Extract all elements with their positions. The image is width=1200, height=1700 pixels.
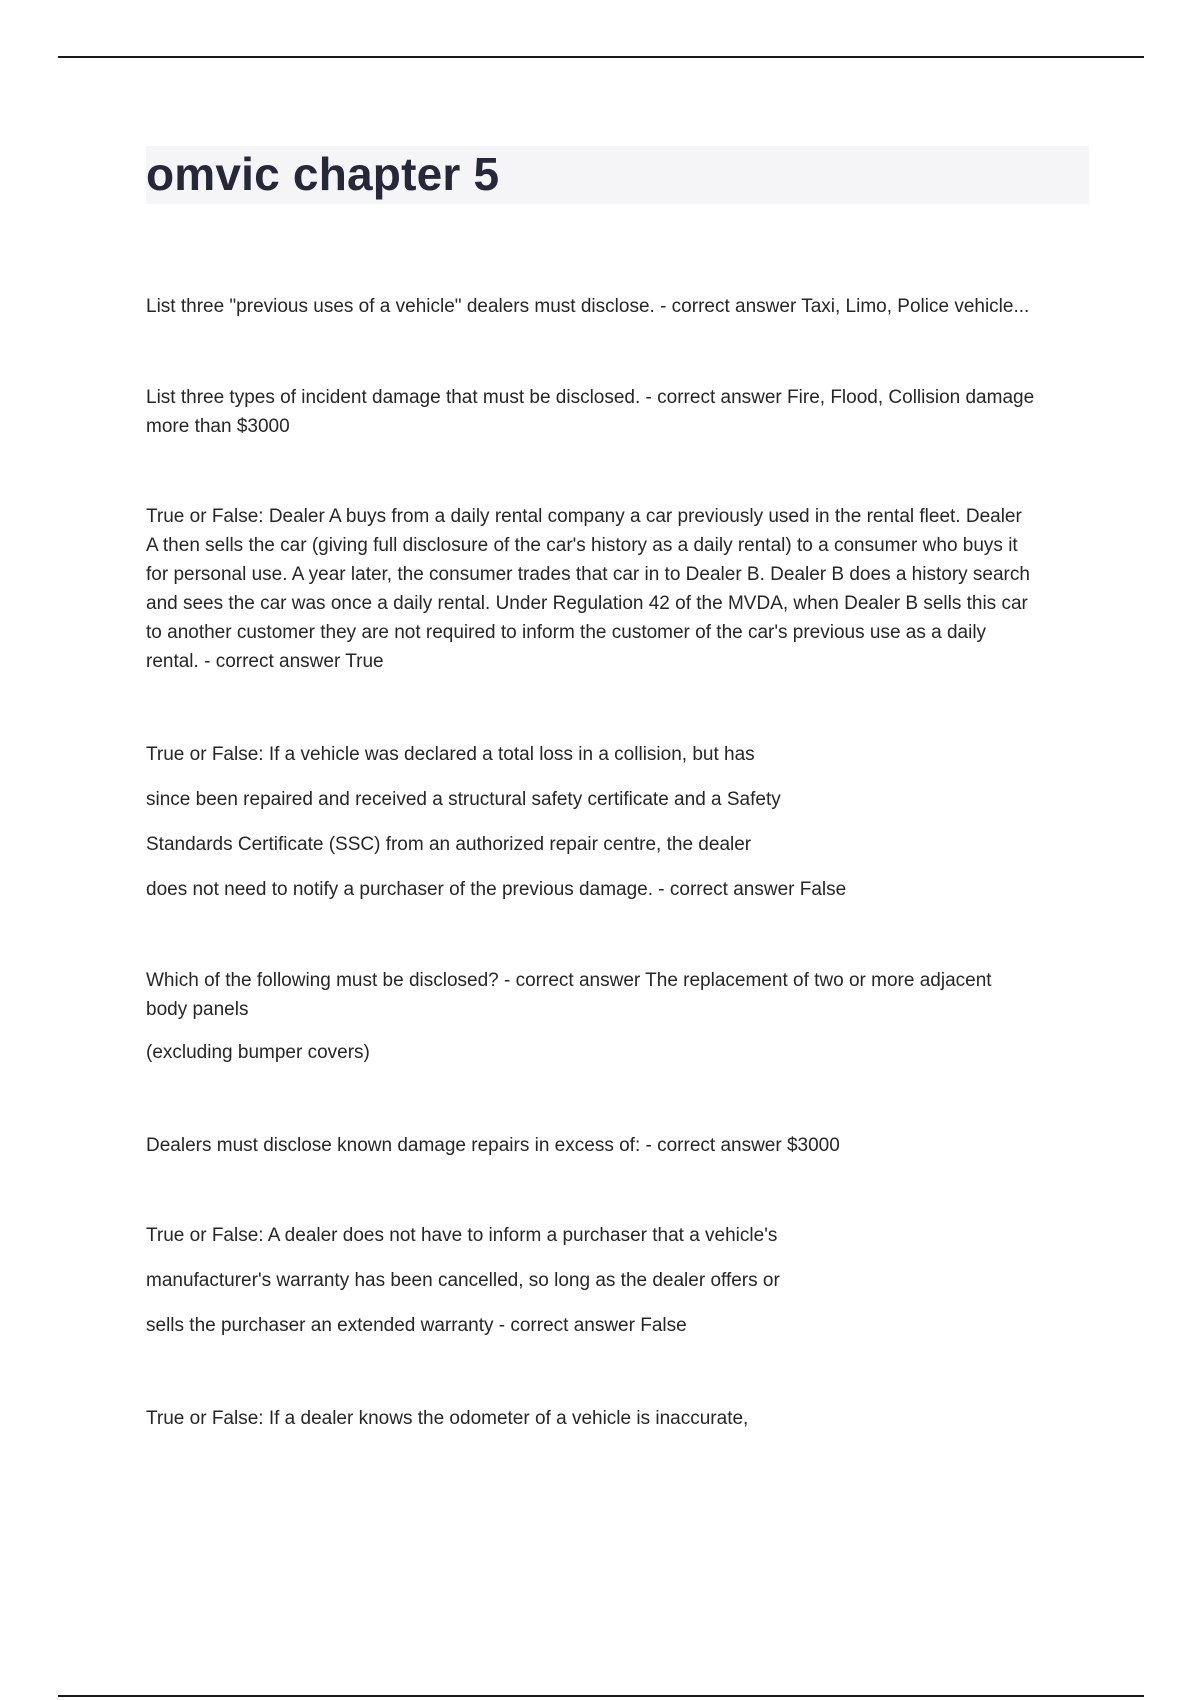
qa-item-6 [146,1131,1091,1160]
qa-line: True or False: If a vehicle was declared a total loss in a collision, but has [146,744,755,765]
qa-line: Which of the following must be disclosed? - correct answer The replacement of two or more adjacent [146,970,992,991]
qa-item-3 [146,502,1091,676]
qa-line: A then sells the car (giving full disclosure of the car's history as a daily rental) to a consumer who buys it [146,535,1018,556]
qa-line: rental. - correct answer True [146,651,384,672]
qa-line: (excluding bumper covers) [146,1042,370,1063]
qa-item-8 [146,1404,1091,1433]
qa-line: List three types of incident damage that must be disclosed. - correct answer Fire, Flood, Collision damage [146,387,1035,408]
qa-line: since been repaired and received a structural safety certificate and a Safety [146,789,781,810]
qa-item-7 [146,1213,1091,1348]
qa-line: True or False: A dealer does not have to inform a purchaser that a vehicle's [146,1225,778,1246]
bottom-rule [58,1695,1144,1697]
qa-item-5 [146,966,1091,1067]
qa-line: does not need to notify a purchaser of the previous damage. - correct answer False [146,879,847,900]
qa-line: to another customer they are not required to inform the customer of the car's previous use as a daily [146,622,987,643]
qa-line: True or False: Dealer A buys from a daily rental company a car previously used in the rental fleet. Dealer [146,506,1022,527]
document-title: omvic chapter 5 [146,148,500,200]
qa-line: manufacturer's warranty has been cancelled, so long as the dealer offers or [146,1270,780,1291]
qa-line: List three "previous uses of a vehicle" dealers must disclose. - correct answer Taxi, Limo, Police vehicle... [146,296,1030,317]
qa-line: and sees the car was once a daily rental. Under Regulation 42 of the MVDA, when Dealer B sells this car [146,593,1028,614]
qa-line: Standards Certificate (SSC) from an authorized repair centre, the dealer [146,834,752,855]
qa-line: Dealers must disclose known damage repairs in excess of: - correct answer $3000 [146,1135,840,1156]
qa-item-1 [146,292,1091,321]
top-rule [58,56,1144,58]
qa-line: for personal use. A year later, the consumer trades that car in to Dealer B. Dealer B does a history search [146,564,1030,585]
qa-line: True or False: If a dealer knows the odometer of a vehicle is inaccurate, [146,1408,749,1429]
qa-line: sells the purchaser an extended warranty - correct answer False [146,1315,687,1336]
qa-line: body panels [146,999,249,1020]
qa-item-4 [146,732,1091,912]
qa-line: more than $3000 [146,416,290,437]
qa-item-2 [146,383,1091,441]
